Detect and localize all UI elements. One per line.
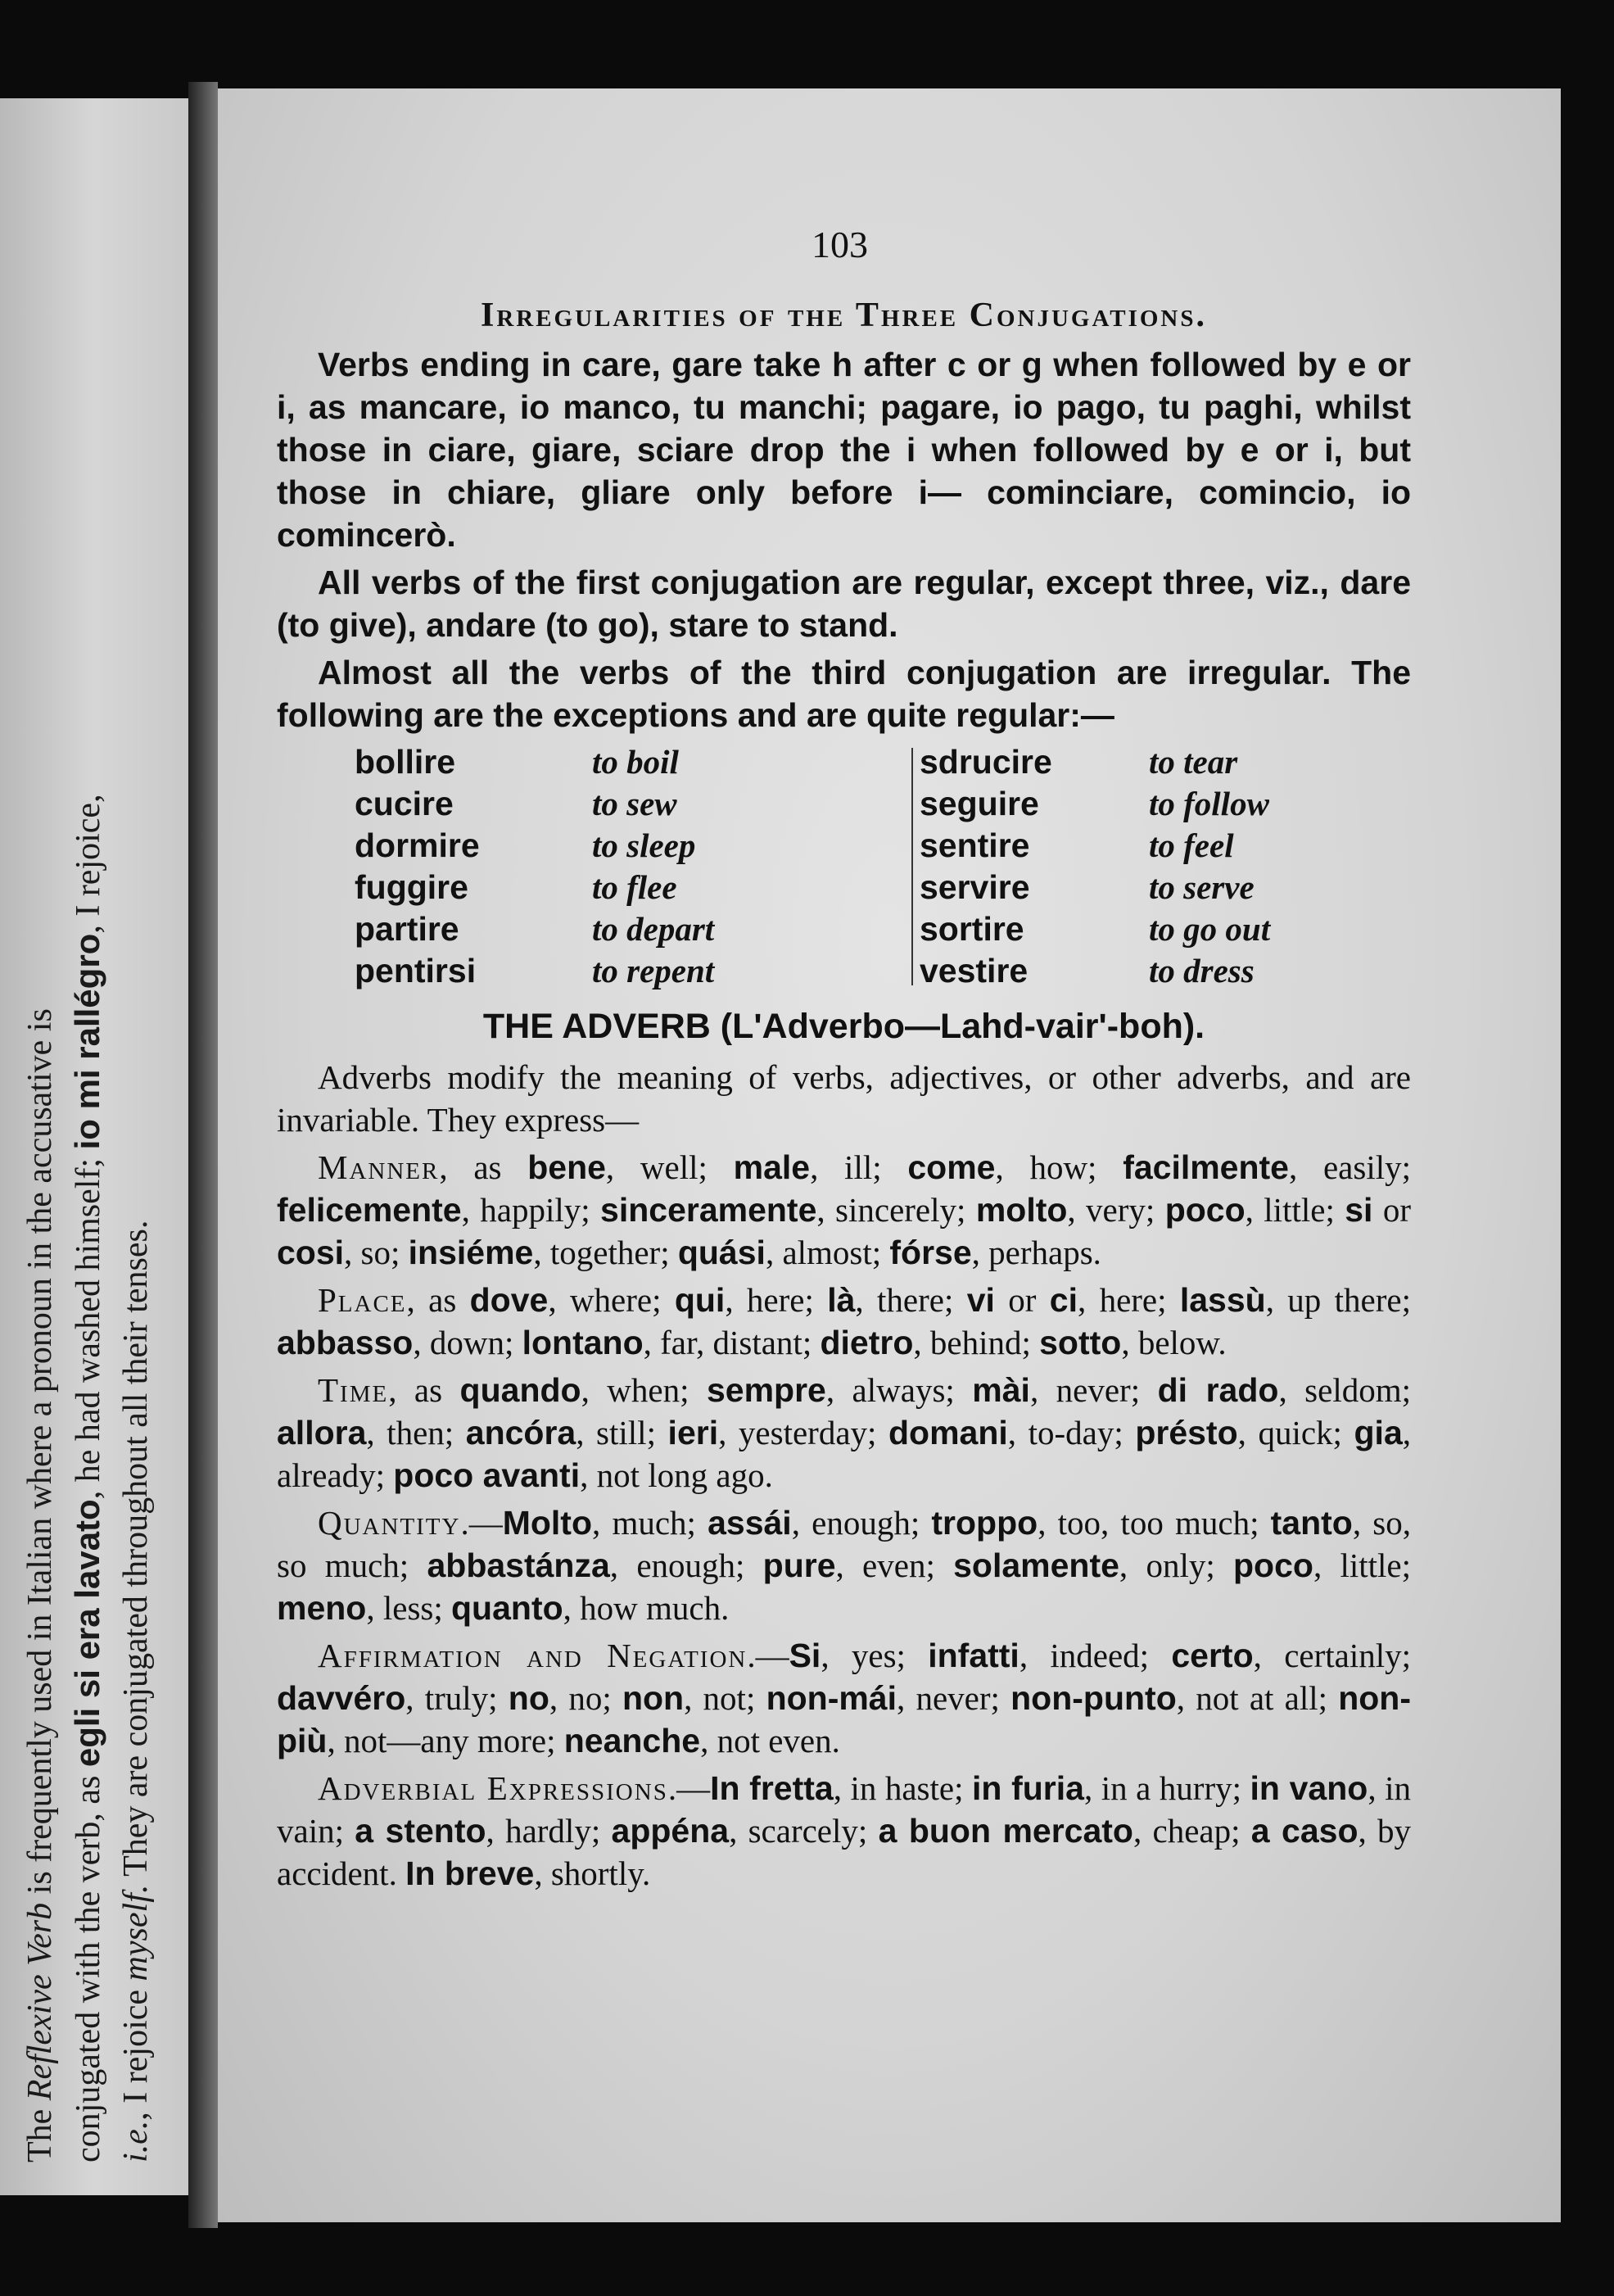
verb-english: to boil	[592, 743, 679, 781]
text-segment: Si	[789, 1637, 821, 1674]
text-segment: i	[918, 473, 928, 511]
text-segment: a stento	[355, 1812, 486, 1850]
text-segment: , to-day;	[1007, 1414, 1136, 1451]
text-segment: sotto	[1039, 1324, 1122, 1361]
paragraph-adverbial-expressions	[277, 1767, 1411, 1895]
paragraph-place	[277, 1279, 1411, 1364]
text-segment: egli si era lavato	[68, 1499, 106, 1768]
text-segment: , in vain;	[277, 1769, 1411, 1850]
paragraph-quantity	[277, 1501, 1411, 1629]
text-segment: non-mái	[766, 1679, 897, 1717]
text-segment: , up there;	[1265, 1281, 1411, 1319]
book-page	[218, 88, 1561, 2222]
text-segment: , too, too much;	[1038, 1504, 1271, 1542]
text-segment: poco	[1233, 1547, 1313, 1584]
text-segment: , ill;	[810, 1148, 908, 1186]
text-segment: , never;	[897, 1679, 1011, 1717]
text-segment: , how;	[995, 1148, 1123, 1186]
text-segment: neanche	[563, 1722, 701, 1759]
text-segment: , when;	[581, 1371, 707, 1409]
text-segment: poco	[1164, 1191, 1246, 1229]
text-segment: take	[742, 346, 832, 383]
text-segment: (to give),	[277, 606, 427, 644]
text-segment: fórse	[889, 1234, 972, 1271]
text-segment: sinceramente	[600, 1191, 817, 1229]
text-segment: dietro	[820, 1324, 914, 1361]
text-segment: ciare, giare, sciare	[427, 431, 735, 469]
verb-english: to tear	[1149, 743, 1238, 781]
text-segment: Molto	[502, 1504, 593, 1542]
left-page-fragment	[0, 98, 188, 2195]
text-segment: poco avanti	[393, 1456, 581, 1494]
text-segment: , together;	[533, 1234, 678, 1271]
text-segment: or	[1366, 346, 1411, 383]
left-page-line	[16, 131, 64, 2162]
verb-italian: vestire	[920, 952, 1029, 989]
text-segment: , not—any more;	[327, 1722, 564, 1759]
text-segment: , where;	[548, 1281, 675, 1319]
text-segment: Adverbial Expressions	[318, 1769, 668, 1807]
text-segment: Almost all the verbs of the third conjugation are irregular. The following are the exceptions and are quite regular:—	[277, 654, 1411, 734]
rotated-text-block	[0, 98, 188, 2195]
text-segment: facilmente	[1123, 1148, 1289, 1186]
text-segment: or	[965, 346, 1022, 383]
text-segment: , as	[286, 388, 359, 426]
text-segment: quási	[677, 1234, 766, 1271]
paragraph-manner	[277, 1146, 1411, 1274]
text-segment: , perhaps.	[971, 1234, 1101, 1271]
verb-italian: partire	[355, 910, 459, 948]
text-segment: e	[1240, 431, 1259, 469]
text-segment: , I rejoice	[117, 1981, 155, 2121]
text-segment: , almost;	[765, 1234, 890, 1271]
verb-italian: servire	[920, 868, 1030, 906]
text-segment: , shortly.	[534, 1854, 651, 1892]
text-segment: , always;	[825, 1371, 973, 1409]
text-segment: , enough;	[609, 1547, 763, 1584]
text-segment: tanto	[1270, 1504, 1353, 1542]
text-segment: , indeed;	[1019, 1637, 1172, 1674]
text-segment: dare	[1340, 564, 1411, 601]
text-segment: Adverbs modify the meaning of verbs, adjectives, or other adverbs, and are invariable. They express—	[277, 1058, 1411, 1139]
text-segment: insiéme	[408, 1234, 534, 1271]
text-segment: care, gare	[582, 346, 743, 383]
text-segment: troppo	[931, 1504, 1038, 1542]
text-segment: io mi rallégro	[68, 933, 106, 1150]
text-segment: Verbs ending in	[318, 346, 583, 383]
text-segment: Reflexive Verb	[21, 1902, 59, 2101]
text-segment: , by accident.	[277, 1812, 1412, 1892]
section-title: Irregularities of the Three Conjugations.	[480, 297, 1208, 334]
text-segment: , hardly;	[486, 1812, 612, 1850]
text-segment: , not at all;	[1176, 1679, 1339, 1717]
text-segment: .—	[667, 1769, 711, 1807]
text-segment: , yes;	[821, 1637, 929, 1674]
verb-italian: sdrucire	[920, 743, 1052, 781]
verb-italian: pentirsi	[355, 952, 477, 989]
text-segment: , so, so much;	[277, 1504, 1411, 1584]
verb-english: to follow	[1149, 785, 1269, 822]
page-number: 103	[812, 224, 868, 265]
text-segment: quando	[459, 1371, 581, 1409]
text-segment: , not long ago.	[580, 1456, 773, 1494]
verb-english: to repent	[592, 952, 715, 989]
verb-italian: sentire	[920, 826, 1030, 864]
text-segment: lontano	[522, 1324, 644, 1361]
text-segment: , easily;	[1289, 1148, 1412, 1186]
verb-italian: fuggire	[355, 868, 468, 906]
text-segment: meno	[277, 1589, 367, 1627]
text-segment: — cominciare, comincio, io comincerò.	[277, 473, 1411, 554]
text-segment: in furia	[972, 1769, 1084, 1807]
text-segment: after	[852, 346, 947, 383]
text-segment: non-punto	[1010, 1679, 1177, 1717]
text-segment: , yesterday;	[718, 1414, 888, 1451]
book-gutter	[188, 82, 218, 2228]
left-page-line	[112, 131, 160, 2162]
text-segment: gia	[1354, 1414, 1403, 1451]
text-segment: i	[277, 388, 287, 426]
verb-italian: cucire	[355, 785, 454, 822]
page-content	[277, 224, 1411, 1900]
verb-italian: sortire	[920, 910, 1024, 948]
verb-italian: bollire	[355, 743, 456, 781]
text-segment: sempre	[706, 1371, 826, 1409]
text-segment: male	[733, 1148, 811, 1186]
verb-table	[355, 741, 1411, 992]
text-segment: di rado	[1157, 1371, 1279, 1409]
text-segment: , well;	[605, 1148, 734, 1186]
text-segment: , certainly;	[1253, 1637, 1412, 1674]
text-segment: , seldom;	[1278, 1371, 1411, 1409]
text-segment: cosi	[277, 1234, 345, 1271]
verb-italian: seguire	[920, 785, 1039, 822]
paragraph-first-conjugation	[277, 561, 1411, 646]
text-segment: , as	[388, 1371, 460, 1409]
text-segment: Place	[318, 1281, 407, 1319]
text-segment: , scarcely;	[729, 1812, 879, 1850]
text-segment: The	[21, 2100, 59, 2162]
text-segment: ieri	[667, 1414, 719, 1451]
verb-english: to sew	[592, 785, 677, 822]
text-segment: , little;	[1245, 1191, 1345, 1229]
text-segment: a buon mercato	[878, 1812, 1133, 1850]
text-segment: In breve	[405, 1854, 535, 1892]
text-segment: , no;	[549, 1679, 622, 1717]
left-page-line	[64, 131, 112, 2162]
paragraph-time	[277, 1369, 1411, 1497]
text-segment: , so;	[344, 1234, 409, 1271]
text-segment: , truly;	[405, 1679, 509, 1717]
text-segment: mancare, io manco, tu manchi; pagare, io pago, tu paghi,	[359, 388, 1303, 426]
text-segment: , sincerely;	[816, 1191, 976, 1229]
text-segment: qui	[674, 1281, 726, 1319]
text-segment: lassù	[1179, 1281, 1266, 1319]
text-segment: in vano	[1250, 1769, 1368, 1807]
text-segment: , never;	[1029, 1371, 1158, 1409]
text-segment: felicemente	[277, 1191, 462, 1229]
text-segment: , behind;	[913, 1324, 1040, 1361]
text-segment: solamente	[953, 1547, 1119, 1584]
text-segment: pure	[762, 1547, 836, 1584]
verb-english: to dress	[1149, 952, 1255, 989]
text-segment: , how much.	[563, 1589, 730, 1627]
text-segment: , cheap;	[1133, 1812, 1251, 1850]
text-segment: non	[622, 1679, 685, 1717]
text-segment: abbastánza	[427, 1547, 610, 1584]
text-segment: , here;	[725, 1281, 828, 1319]
text-segment: Manner	[318, 1148, 440, 1186]
verb-english: to sleep	[592, 826, 696, 864]
text-segment: no	[508, 1679, 549, 1717]
text-segment: , down;	[413, 1324, 522, 1361]
verb-english: to serve	[1149, 868, 1255, 906]
text-segment: chiare, gliare	[447, 473, 671, 511]
text-segment: si	[1345, 1191, 1373, 1229]
text-segment: (to go),	[536, 606, 669, 644]
text-segment: , in a hurry;	[1083, 1769, 1250, 1807]
text-segment: All verbs of the first conjugation are regular, except three, viz.,	[318, 564, 1340, 601]
text-segment: vi	[966, 1281, 995, 1319]
text-segment: or	[994, 1281, 1050, 1319]
text-segment: , less;	[366, 1589, 452, 1627]
text-segment: , here;	[1077, 1281, 1180, 1319]
text-segment: or	[1259, 431, 1325, 469]
text-segment: là	[827, 1281, 856, 1319]
text-segment: a caso	[1250, 1812, 1359, 1850]
text-segment: , still;	[576, 1414, 668, 1451]
text-segment: , very;	[1067, 1191, 1165, 1229]
text-segment: , not even.	[700, 1722, 840, 1759]
text-segment: , he had washed himself;	[70, 1149, 107, 1500]
text-segment: assái	[708, 1504, 792, 1542]
text-segment: drop the	[734, 431, 906, 469]
text-segment: is frequently used in Italian where a pronoun in the accusative is	[21, 1008, 59, 1903]
text-segment: , far, distant;	[643, 1324, 821, 1361]
text-segment: dove	[469, 1281, 549, 1319]
text-segment: .—	[460, 1504, 503, 1542]
text-segment: , happily;	[461, 1191, 601, 1229]
text-segment: or	[1372, 1191, 1411, 1229]
text-segment: allora	[277, 1414, 367, 1451]
text-segment: , in haste;	[833, 1769, 972, 1807]
text-segment: quanto	[451, 1589, 563, 1627]
text-segment: , as	[439, 1148, 528, 1186]
text-segment: In fretta	[710, 1769, 834, 1807]
text-segment: andare	[426, 606, 536, 644]
text-segment: myself.	[117, 1884, 155, 1981]
text-segment: Affirmation and Negation	[318, 1637, 748, 1674]
text-segment: , I rejoice,	[70, 794, 107, 934]
paragraph-irregularities	[277, 343, 1411, 556]
text-segment: stare	[668, 606, 749, 644]
text-segment: certo	[1171, 1637, 1254, 1674]
text-segment: h	[831, 346, 853, 383]
verb-italian: dormire	[355, 826, 480, 864]
text-segment: , already;	[277, 1414, 1412, 1494]
text-segment: , not;	[684, 1679, 766, 1717]
text-segment: davvéro	[277, 1679, 406, 1717]
text-segment: molto	[975, 1191, 1068, 1229]
text-segment: i	[906, 431, 916, 469]
text-segment: , there;	[855, 1281, 967, 1319]
text-segment: présto	[1135, 1414, 1238, 1451]
verb-english: to flee	[592, 868, 677, 906]
text-segment: , little;	[1313, 1547, 1411, 1584]
text-segment: bene	[527, 1148, 606, 1186]
paragraph-third-conjugation	[277, 651, 1411, 736]
text-segment: , but those in	[277, 431, 1411, 511]
text-segment: non-più	[277, 1679, 1411, 1759]
text-segment: , then;	[366, 1414, 466, 1451]
verb-english: to depart	[592, 910, 715, 948]
verb-english: to go out	[1149, 910, 1271, 948]
adverb-heading: THE ADVERB (L'Adverbo—Lahd-vair'-boh).	[482, 1007, 1205, 1046]
text-segment: domani	[888, 1414, 1008, 1451]
text-segment: ancóra	[465, 1414, 576, 1451]
text-segment: mài	[972, 1371, 1030, 1409]
verb-english: to feel	[1149, 826, 1234, 864]
text-segment: .—	[747, 1637, 789, 1674]
text-segment: to stand.	[748, 606, 898, 644]
text-segment: whilst those in	[277, 388, 1411, 469]
text-segment: , as	[406, 1281, 470, 1319]
text-segment: c	[947, 346, 966, 383]
paragraph-affirmation-negation	[277, 1634, 1411, 1762]
text-segment: Time	[318, 1371, 389, 1409]
text-segment: come	[907, 1148, 996, 1186]
text-segment: abbasso	[277, 1324, 414, 1361]
text-segment: , much;	[592, 1504, 708, 1542]
text-segment: i.e.	[117, 2120, 155, 2162]
table-divider	[911, 748, 913, 985]
text-segment: only before	[670, 473, 919, 511]
text-segment: when followed by	[1042, 346, 1348, 383]
text-segment: when followed by	[916, 431, 1241, 469]
text-segment: conjugated with the verb, as	[70, 1767, 107, 2162]
text-segment: Quantity	[318, 1504, 461, 1542]
text-segment: g	[1021, 346, 1042, 383]
text-segment: e	[1347, 346, 1367, 383]
paragraph-adverb-intro	[277, 1056, 1411, 1141]
text-segment: i	[1324, 431, 1334, 469]
text-segment: , even;	[835, 1547, 954, 1584]
text-segment: , enough;	[791, 1504, 932, 1542]
text-segment: appéna	[611, 1812, 730, 1850]
text-segment: , only;	[1119, 1547, 1233, 1584]
text-segment: They are conjugated throughout all their tenses.	[117, 1220, 155, 1885]
text-segment: , below.	[1121, 1324, 1227, 1361]
text-segment: , quick;	[1237, 1414, 1354, 1451]
text-segment: ci	[1049, 1281, 1078, 1319]
text-segment: infatti	[928, 1637, 1019, 1674]
